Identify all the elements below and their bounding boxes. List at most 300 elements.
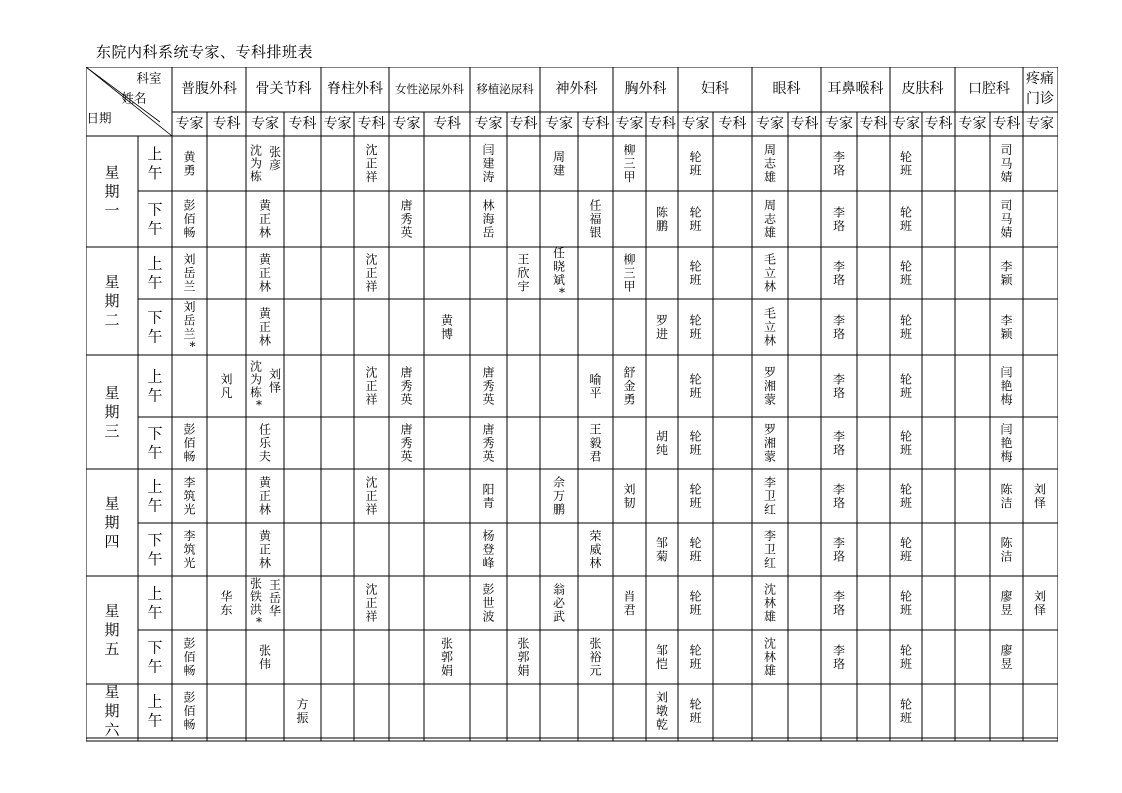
schedule-cell-name: 必 bbox=[552, 596, 566, 610]
expert-subheader: 专家 bbox=[681, 116, 710, 132]
schedule-cell-name: 周 bbox=[763, 198, 777, 213]
expert-subheader: 专家 bbox=[825, 116, 853, 132]
schedule-cell-name: 班 bbox=[899, 163, 913, 178]
schedule-cell-name: 华 bbox=[268, 604, 282, 618]
schedule-cell-name: 正 bbox=[365, 489, 378, 503]
schedule-cell-name: 轮 bbox=[689, 372, 702, 387]
schedule-cell-name: 正 bbox=[258, 266, 272, 280]
schedule-cell-name: 平 bbox=[589, 385, 602, 400]
schedule-cell-name: 畅 bbox=[183, 717, 196, 732]
schedule-cell-name: 黄 bbox=[258, 475, 272, 490]
schedule-cell-name: 祥 bbox=[365, 392, 378, 407]
schedule-cell-name: 轮 bbox=[899, 313, 913, 328]
schedule-cell-name: 唐 bbox=[400, 198, 413, 213]
schedule-cell-name: 梅 bbox=[1000, 392, 1013, 407]
schedule-cell-name: 兰 bbox=[183, 279, 196, 294]
schedule-cell-name: 廖 bbox=[1000, 643, 1013, 658]
schedule-cell-name: 正 bbox=[258, 542, 272, 557]
schedule-cell-name: 怿 bbox=[268, 380, 282, 395]
expert-subheader: 专家 bbox=[175, 116, 204, 132]
schedule-cell-name: 婧 bbox=[1000, 225, 1013, 240]
schedule-cell-name: 为 bbox=[249, 372, 263, 387]
schedule-cell-name: 乾 bbox=[655, 717, 669, 732]
expert-subheader: 专家 bbox=[545, 116, 573, 132]
session-label: 午 bbox=[147, 443, 163, 462]
schedule-cell-name: 轮 bbox=[899, 697, 913, 712]
schedule-cell-name: 蒙 bbox=[763, 392, 777, 407]
session-label: 下 bbox=[147, 531, 163, 549]
schedule-cell-name: 秀 bbox=[482, 379, 495, 393]
schedule-cell-name: 岳 bbox=[482, 225, 495, 240]
schedule-cell-name: 刘 bbox=[655, 690, 669, 705]
schedule-cell-name: 三 bbox=[623, 266, 636, 280]
schedule-cell-name: 彭 bbox=[183, 198, 196, 213]
dept-header: 口腔科 bbox=[968, 81, 1010, 97]
specialty-subheader: 专科 bbox=[992, 116, 1021, 132]
schedule-cell-name: 威 bbox=[589, 542, 602, 557]
page-title: 东院内科系统专家、专科排班表 bbox=[96, 43, 314, 61]
schedule-cell-name: 林 bbox=[258, 556, 272, 570]
schedule-cell-name: 正 bbox=[258, 320, 272, 334]
schedule-cell-name: 英 bbox=[482, 449, 495, 464]
schedule-cell-name: 班 bbox=[689, 218, 702, 233]
schedule-cell-name: 裕 bbox=[589, 650, 602, 664]
schedule-cell-name: 湘 bbox=[763, 379, 777, 393]
schedule-cell-name: 班 bbox=[899, 549, 913, 564]
schedule-cell-name: 正 bbox=[258, 489, 272, 503]
schedule-cell-name: 恺 bbox=[655, 656, 669, 671]
schedule-cell-name: 墩 bbox=[655, 704, 669, 718]
expert-subheader: 专家 bbox=[323, 116, 352, 132]
schedule-cell-name: 李 bbox=[832, 589, 846, 604]
schedule-cell-name: 马 bbox=[1000, 212, 1013, 226]
schedule-cell-name: 娟 bbox=[517, 663, 530, 678]
schedule-cell-name: 周 bbox=[552, 149, 566, 164]
session-label: 午 bbox=[147, 386, 163, 405]
schedule-cell-name: 卫 bbox=[763, 489, 777, 503]
schedule-cell-name: 唐 bbox=[482, 365, 495, 380]
schedule-cell-name: 怿 bbox=[1033, 602, 1047, 617]
dept-header: 移植泌尿科 bbox=[476, 82, 534, 96]
session-label: 上 bbox=[147, 145, 163, 163]
schedule-cell-name: 沈 bbox=[249, 359, 263, 374]
schedule-cell-name: 轮 bbox=[899, 259, 913, 274]
schedule-cell-name: 三 bbox=[623, 156, 636, 171]
session-label: 午 bbox=[147, 219, 163, 238]
schedule-cell-name: 珞 bbox=[832, 442, 846, 457]
schedule-cell-name: 正 bbox=[365, 379, 378, 393]
schedule-cell-name: 艳 bbox=[1000, 436, 1013, 450]
specialty-subheader: 专科 bbox=[790, 116, 819, 132]
schedule-cell-name: 进 bbox=[655, 326, 669, 341]
schedule-cell-name: 闫 bbox=[1000, 365, 1013, 380]
specialty-subheader: 专科 bbox=[581, 116, 610, 132]
schedule-cell-name: 刘 bbox=[623, 482, 636, 497]
schedule-cell-name: 彭 bbox=[183, 690, 196, 705]
schedule-cell-name: 班 bbox=[689, 163, 702, 178]
schedule-cell-name: 轮 bbox=[689, 149, 702, 164]
schedule-cell-name: 彭 bbox=[482, 582, 495, 597]
schedule-cell-name: 沈 bbox=[365, 582, 378, 597]
schedule-cell-name: 李 bbox=[832, 372, 846, 387]
expert-subheader: 专家 bbox=[892, 116, 920, 132]
schedule-cell-name: 晓 bbox=[552, 259, 566, 274]
session-label: 下 bbox=[147, 424, 163, 443]
day-label: 二 bbox=[104, 311, 120, 329]
dept-header: 妇科 bbox=[701, 81, 729, 97]
session-label: 下 bbox=[147, 200, 163, 219]
schedule-cell-name: 李 bbox=[183, 529, 196, 543]
schedule-cell-name: 林 bbox=[763, 650, 777, 664]
schedule-cell-name: 杨 bbox=[482, 529, 495, 543]
dept-header: 眼科 bbox=[772, 81, 801, 97]
expert-subheader: 专家 bbox=[615, 116, 644, 132]
schedule-cell-name: 轮 bbox=[899, 429, 913, 444]
schedule-cell-name: 洁 bbox=[1000, 495, 1013, 510]
schedule-cell-name: 怿 bbox=[1033, 495, 1047, 510]
day-label: 六 bbox=[104, 721, 120, 739]
schedule-cell-name: 班 bbox=[899, 602, 913, 617]
schedule-cell-name: 彭 bbox=[183, 422, 196, 437]
schedule-cell-name: 轮 bbox=[899, 643, 913, 658]
schedule-cell-name: 林 bbox=[258, 225, 272, 240]
schedule-cell-name: 筑 bbox=[183, 489, 196, 503]
schedule-cell-name: 黄 bbox=[440, 313, 454, 328]
schedule-cell-name: 沈 bbox=[249, 143, 263, 158]
schedule-cell-name: 任 bbox=[258, 422, 272, 437]
schedule-cell-name: 荣 bbox=[589, 529, 602, 543]
schedule-cell-name: 黄 bbox=[258, 529, 272, 543]
schedule-table bbox=[86, 67, 1058, 742]
schedule-cell-name: 娟 bbox=[440, 663, 454, 678]
table-grid-lines bbox=[86, 67, 1058, 741]
schedule-cell-name: 张 bbox=[589, 636, 602, 651]
schedule-cell-name: 张 bbox=[249, 576, 263, 591]
schedule-cell-name: 李 bbox=[1000, 259, 1013, 274]
schedule-cell-name: 武 bbox=[552, 609, 566, 624]
day-label: 期 bbox=[104, 182, 120, 201]
schedule-cell-name: 波 bbox=[482, 609, 495, 624]
expert-subheader: 专家 bbox=[251, 116, 279, 132]
day-label: 星 bbox=[104, 602, 120, 620]
schedule-cell-name: 佰 bbox=[183, 704, 196, 718]
schedule-cell-name: 唐 bbox=[400, 422, 413, 437]
schedule-cell-name: 李 bbox=[1000, 313, 1013, 328]
schedule-cell-name: 刘 bbox=[220, 372, 233, 387]
dept-header: 普腹外科 bbox=[181, 81, 237, 97]
schedule-cell-name: 蒙 bbox=[763, 449, 777, 464]
day-label: 星 bbox=[104, 683, 120, 701]
schedule-cell-name: 佰 bbox=[183, 212, 196, 226]
schedule-cell-name: 李 bbox=[832, 149, 846, 164]
schedule-cell-name: 轮 bbox=[689, 482, 702, 497]
schedule-cell-name: 祥 bbox=[365, 170, 378, 184]
day-label: 星 bbox=[104, 163, 120, 182]
schedule-cell-name: 雄 bbox=[763, 225, 777, 240]
schedule-cell-name: 兰 bbox=[183, 326, 196, 341]
schedule-cell-name: 志 bbox=[763, 156, 777, 171]
schedule-cell-name: 林 bbox=[763, 333, 777, 348]
day-label: 星 bbox=[104, 273, 120, 291]
expert-subheader: 专家 bbox=[392, 116, 421, 132]
dept-header: 胸外科 bbox=[624, 81, 667, 97]
schedule-cell-name: 伟 bbox=[258, 656, 272, 671]
schedule-cell-name: 秀 bbox=[400, 436, 413, 450]
schedule-cell-name: 张 bbox=[268, 145, 282, 159]
specialty-subheader: 专科 bbox=[433, 116, 461, 132]
day-label: 期 bbox=[104, 702, 120, 720]
schedule-cell-name: 班 bbox=[899, 495, 913, 510]
schedule-cell-name: 珞 bbox=[832, 272, 846, 287]
expert-subheader: 专家 bbox=[474, 116, 503, 132]
schedule-cell-name: 勇 bbox=[623, 392, 636, 407]
schedule-cell-name: 艳 bbox=[1000, 379, 1013, 393]
schedule-cell-name: 韧 bbox=[623, 495, 636, 510]
session-label: 上 bbox=[147, 692, 163, 711]
schedule-cell-name: 马 bbox=[1000, 156, 1013, 171]
schedule-cell-name: 班 bbox=[689, 656, 702, 671]
schedule-cell-name: 轮 bbox=[689, 429, 702, 444]
dept-header: 神外科 bbox=[555, 81, 598, 97]
schedule-cell-name: 轮 bbox=[899, 205, 913, 220]
schedule-cell-name: 珞 bbox=[832, 549, 846, 564]
dept-header: 皮肤科 bbox=[901, 81, 944, 97]
schedule-cell-name: 轮 bbox=[899, 149, 913, 164]
schedule-cell-name: 林 bbox=[763, 596, 777, 610]
schedule-cell-name: 唐 bbox=[482, 422, 495, 437]
specialty-subheader: 专科 bbox=[357, 116, 386, 132]
schedule-cell-name: 博 bbox=[440, 326, 454, 341]
schedule-cell-name: 为 bbox=[249, 156, 263, 171]
day-label: 一 bbox=[104, 201, 120, 220]
schedule-cell-name: 峰 bbox=[482, 556, 495, 570]
schedule-cell-name: 海 bbox=[482, 212, 495, 226]
day-label: 四 bbox=[104, 532, 120, 551]
schedule-cell-name: 秀 bbox=[400, 212, 413, 226]
schedule-cell-name: 刘 bbox=[183, 252, 196, 267]
schedule-cell-name: 岳 bbox=[183, 266, 196, 280]
schedule-cell-name: 班 bbox=[689, 385, 702, 400]
schedule-cell-name: 刘 bbox=[1033, 482, 1047, 497]
schedule-cell-name: 张 bbox=[517, 636, 530, 651]
schedule-cell-name: 李 bbox=[183, 475, 196, 490]
schedule-cell-name: 欣 bbox=[517, 266, 530, 280]
schedule-cell-name: 廖 bbox=[1000, 589, 1013, 604]
schedule-cell-name: 轮 bbox=[689, 313, 702, 328]
session-label: 上 bbox=[147, 584, 163, 603]
schedule-cell-name: 建 bbox=[552, 163, 566, 178]
schedule-cell-name: 陈 bbox=[1000, 482, 1013, 497]
schedule-cell-name: 罗 bbox=[655, 313, 669, 328]
schedule-cell-name: 班 bbox=[899, 442, 913, 457]
schedule-cell-name: 英 bbox=[400, 392, 413, 407]
corner-dept-label: 科室 bbox=[136, 70, 162, 86]
schedule-cell-name: 任 bbox=[589, 198, 602, 213]
schedule-cell-name-mark: * bbox=[256, 397, 262, 412]
schedule-cell-name: 宇 bbox=[517, 279, 530, 294]
schedule-cell-name: 柳 bbox=[623, 143, 636, 157]
schedule-cell-name: 林 bbox=[258, 279, 272, 294]
schedule-cell-name: 立 bbox=[763, 266, 777, 280]
schedule-cell-name-mark: * bbox=[189, 339, 196, 354]
schedule-cell-name: 福 bbox=[589, 212, 602, 226]
schedule-cell-name: 颖 bbox=[1000, 272, 1013, 287]
schedule-cell-name: 闫 bbox=[1000, 422, 1013, 437]
schedule-cell-name: 李 bbox=[832, 643, 846, 658]
schedule-cell-name: 王 bbox=[589, 422, 602, 437]
dept-header: 脊柱外科 bbox=[327, 81, 383, 97]
dept-header: 骨关节科 bbox=[255, 81, 312, 97]
session-label: 下 bbox=[147, 308, 163, 327]
schedule-cell-name: 洪 bbox=[249, 602, 263, 617]
schedule-cell-name: 英 bbox=[400, 449, 413, 464]
schedule-cell-name: 华 bbox=[220, 589, 233, 604]
schedule-cell-name: 司 bbox=[1000, 143, 1013, 157]
schedule-cell-name: 鹏 bbox=[655, 218, 669, 233]
dept-header: 女性泌尿外科 bbox=[395, 82, 464, 96]
schedule-cell-name: 班 bbox=[899, 385, 913, 400]
schedule-cell-name: 祥 bbox=[365, 502, 378, 517]
schedule-cell-name: 珞 bbox=[832, 163, 846, 178]
day-label: 星 bbox=[104, 384, 120, 402]
schedule-cell-name: 胡 bbox=[655, 429, 669, 444]
schedule-cell-name: 王 bbox=[268, 578, 282, 592]
schedule-cell-name: 郭 bbox=[517, 650, 530, 664]
schedule-cell-name: 轮 bbox=[689, 697, 702, 712]
day-label: 三 bbox=[104, 422, 120, 440]
schedule-cell-name: 轮 bbox=[899, 372, 913, 387]
schedule-cell-name: 喻 bbox=[589, 372, 602, 387]
schedule-cell-name: 栋 bbox=[249, 169, 263, 184]
schedule-cell-name: 凡 bbox=[220, 385, 233, 400]
schedule-cell-name: 李 bbox=[832, 313, 846, 328]
schedule-cell-name: 银 bbox=[589, 225, 602, 240]
schedule-cell-name: 岳 bbox=[268, 591, 282, 605]
schedule-cell-name: 勇 bbox=[183, 163, 196, 178]
schedule-cell-name: 轮 bbox=[689, 589, 702, 604]
schedule-cell-name: 涛 bbox=[482, 170, 495, 184]
specialty-subheader: 专科 bbox=[718, 116, 747, 132]
schedule-cell-name: 司 bbox=[1000, 198, 1013, 213]
schedule-cell-name: 英 bbox=[400, 225, 413, 240]
schedule-cell-name: 林 bbox=[482, 198, 495, 213]
schedule-cell-name: 闫 bbox=[482, 143, 495, 157]
schedule-cell-name: 周 bbox=[763, 143, 777, 157]
schedule-cell-name: 林 bbox=[763, 279, 777, 294]
session-label: 上 bbox=[147, 254, 163, 273]
schedule-cell-name: 罗 bbox=[763, 422, 777, 437]
schedule-cell-name: 万 bbox=[552, 489, 566, 503]
schedule-cell-name: 阳 bbox=[482, 482, 495, 497]
schedule-cell-name: 雄 bbox=[763, 609, 777, 624]
schedule-cell-name: 光 bbox=[183, 502, 196, 517]
schedule-cell-name: 黄 bbox=[258, 198, 272, 213]
schedule-cell-name: 振 bbox=[296, 710, 309, 725]
session-label: 下 bbox=[147, 638, 163, 657]
schedule-cell-name: 李 bbox=[832, 259, 846, 274]
schedule-cell-name: 志 bbox=[763, 212, 777, 226]
specialty-subheader: 专科 bbox=[212, 116, 241, 132]
corner-date-label: 日期 bbox=[86, 110, 112, 126]
day-label: 期 bbox=[104, 292, 120, 310]
schedule-cell-name: 英 bbox=[482, 392, 495, 407]
schedule-cell-name: 刘 bbox=[268, 367, 282, 382]
schedule-cell-name: 畅 bbox=[183, 663, 196, 678]
session-label: 午 bbox=[147, 273, 163, 292]
specialty-subheader: 专科 bbox=[859, 116, 888, 132]
schedule-cell-name: 李 bbox=[832, 205, 846, 220]
schedule-cell-name: 正 bbox=[365, 596, 378, 610]
schedule-cell-name: 秀 bbox=[400, 379, 413, 393]
schedule-cell-name: 甲 bbox=[623, 170, 636, 184]
schedule-cell-name: 班 bbox=[689, 710, 702, 725]
schedule-cell-name: 班 bbox=[689, 272, 702, 287]
schedule-cell-name: 林 bbox=[258, 502, 272, 517]
schedule-cell-name: 颖 bbox=[1000, 326, 1013, 341]
schedule-cell-name: 毛 bbox=[763, 252, 777, 267]
schedule-cell-name: 元 bbox=[589, 663, 602, 678]
schedule-cell-name-mark: * bbox=[559, 285, 565, 300]
schedule-cell-name: 李 bbox=[763, 529, 777, 543]
session-label: 上 bbox=[147, 477, 163, 496]
schedule-cell-name: 彭 bbox=[183, 636, 196, 651]
schedule-cell-name: 林 bbox=[258, 333, 272, 348]
schedule-cell-name: 祥 bbox=[365, 279, 378, 294]
schedule-cell-name: 李 bbox=[763, 475, 777, 490]
schedule-cell-name: 雄 bbox=[763, 663, 777, 678]
schedule-cell-name: 湘 bbox=[763, 436, 777, 450]
schedule-cell-name: 翁 bbox=[552, 582, 566, 597]
day-label: 期 bbox=[104, 621, 120, 639]
schedule-cell-name: 班 bbox=[689, 495, 702, 510]
schedule-cell-name: 斌 bbox=[552, 272, 566, 287]
schedule-cell-name: 班 bbox=[899, 326, 913, 341]
expert-subheader: 专家 bbox=[958, 116, 987, 132]
dept-header: 门诊 bbox=[1026, 91, 1054, 107]
schedule-cell-name: 班 bbox=[689, 442, 702, 457]
schedule-cell-name: 王 bbox=[517, 252, 530, 267]
schedule-cell-name: 轮 bbox=[689, 643, 702, 658]
schedule-cell-name: 珞 bbox=[832, 218, 846, 233]
schedule-cell-name: 刘 bbox=[1033, 589, 1047, 604]
schedule-cell-name: 陈 bbox=[1000, 535, 1013, 550]
schedule-cell-name: 沈 bbox=[763, 636, 777, 651]
schedule-cell-name: 班 bbox=[689, 326, 702, 341]
schedule-cell-name: 班 bbox=[689, 602, 702, 617]
session-label: 午 bbox=[147, 603, 163, 622]
schedule-cell-name: 陈 bbox=[655, 205, 669, 220]
schedule-cell-name: 纯 bbox=[655, 442, 669, 457]
dept-header: 疼痛 bbox=[1026, 71, 1054, 87]
session-label: 午 bbox=[147, 711, 163, 730]
schedule-cell-name: 舒 bbox=[623, 365, 636, 380]
schedule-cell-name: 珞 bbox=[832, 385, 846, 400]
schedule-cell-name: 彦 bbox=[268, 158, 282, 172]
schedule-cell-name: 沈 bbox=[365, 365, 378, 380]
day-label: 五 bbox=[104, 640, 120, 658]
schedule-cell-name: 黄 bbox=[258, 306, 272, 321]
schedule-cell-name: 邹 bbox=[655, 535, 669, 550]
day-label: 星 bbox=[104, 494, 120, 513]
schedule-cell-name: 青 bbox=[482, 495, 495, 510]
specialty-subheader: 专科 bbox=[288, 116, 317, 132]
schedule-cell-name: 方 bbox=[296, 697, 309, 712]
schedule-cell-name: 畅 bbox=[183, 225, 196, 240]
schedule-cell-name: 沈 bbox=[763, 582, 777, 597]
schedule-cell-name: 毛 bbox=[763, 306, 777, 321]
schedule-cell-name: 菊 bbox=[655, 549, 669, 564]
schedule-cell-name: 班 bbox=[899, 272, 913, 287]
